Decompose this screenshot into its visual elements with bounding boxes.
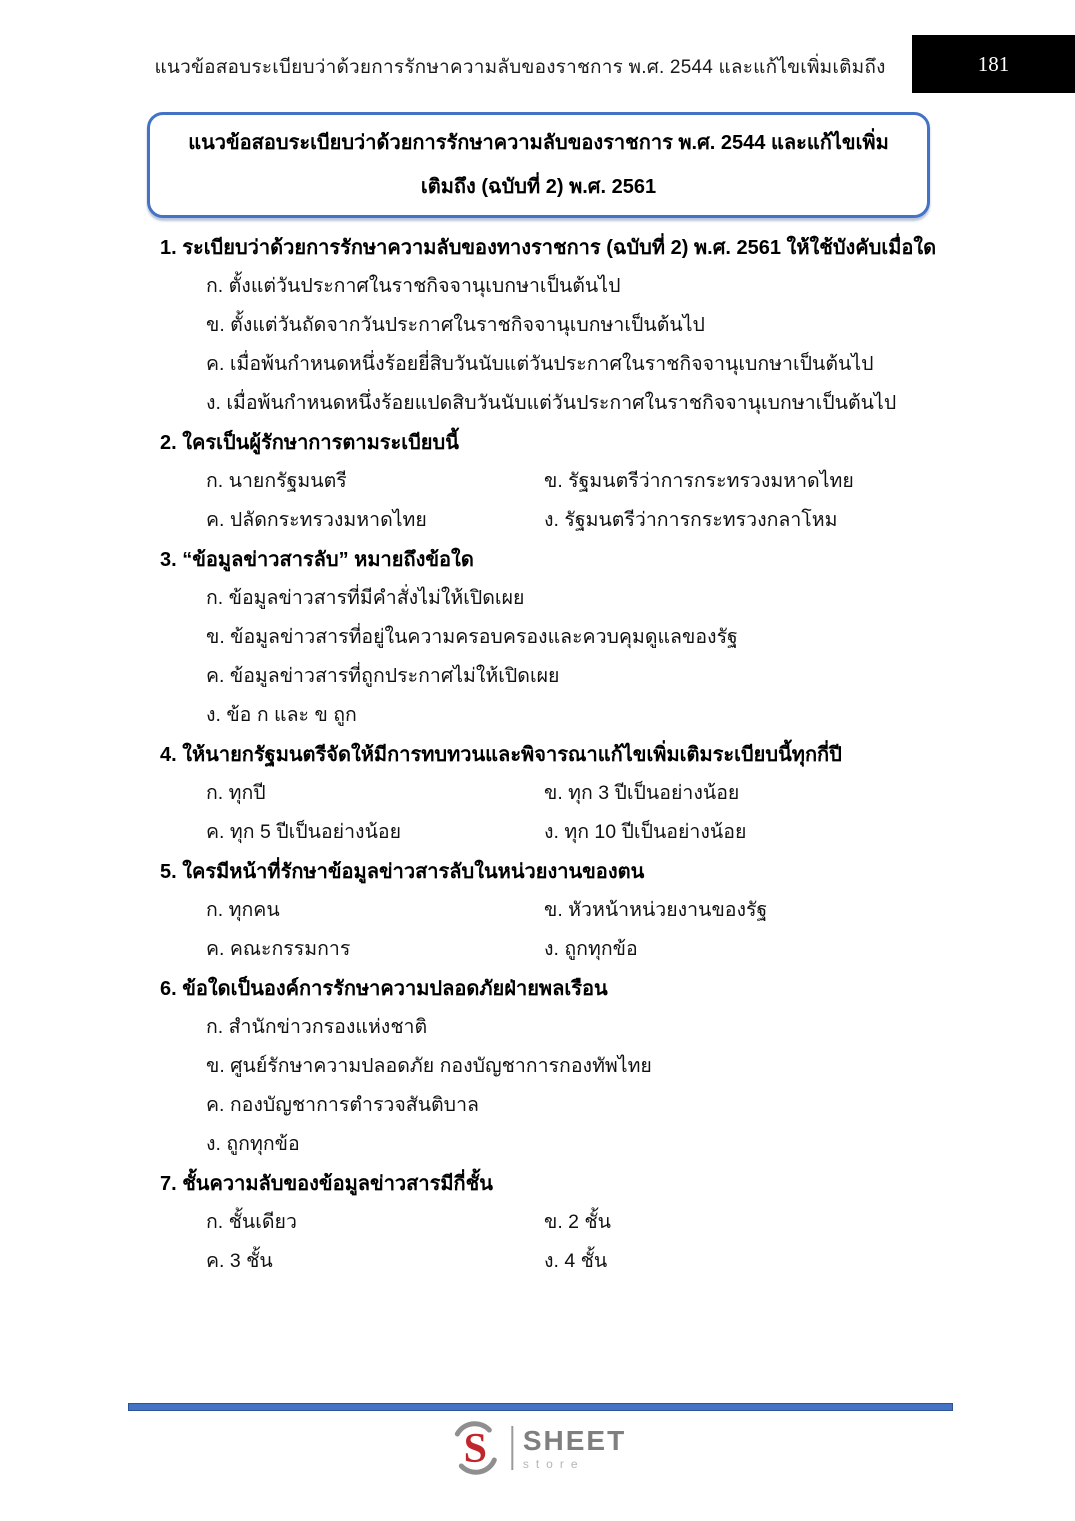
answer-option: ข. หัวหน้าหน่วยงานของรัฐ [544, 899, 768, 921]
answer-option: ข. ข้อมูลข่าวสารที่อยู่ในความครอบครองและควบคุมดูแลของรัฐ [206, 626, 738, 648]
question-7 [160, 1166, 987, 1281]
questions-list [160, 230, 987, 1283]
question-2 [160, 425, 987, 540]
answer-option: ง. 4 ชั้น [544, 1250, 608, 1272]
answer-option: ง. ถูกทุกข้อ [544, 938, 638, 960]
logo-subtitle: store [522, 1456, 585, 1471]
question-4 [160, 737, 987, 852]
answer-option: ข. รัฐมนตรีว่าการกระทรวงมหาดไทย [544, 470, 854, 492]
question-title: 1. ระเบียบว่าด้วยการรักษาความลับของทางราชการ (ฉบับที่ 2) พ.ศ. 2561 ให้ใช้บังคับเมื่อใด [160, 237, 937, 259]
question-5 [160, 854, 987, 969]
answer-option: ง. เมื่อพ้นกำหนดหนึ่งร้อยแปดสิบวันนับแต่วันประกาศในราชกิจจานุเบกษาเป็นต้นไป [206, 392, 897, 414]
question-title: 4. ให้นายกรัฐมนตรีจัดให้มีการทบทวนและพิจารณาแก้ไขเพิ่มเติมระเบียบนี้ทุกกี่ปี [160, 744, 842, 766]
answer-option: ค. คณะกรรมการ [206, 938, 351, 960]
options [160, 1203, 987, 1281]
question-title: 2. ใครเป็นผู้รักษาการตามระเบียบนี้ [160, 432, 459, 454]
sheet-store-logo-icon [449, 1420, 501, 1476]
answer-option: ข. ทุก 3 ปีเป็นอย่างน้อย [544, 782, 740, 804]
answer-option: ค. ทุก 5 ปีเป็นอย่างน้อย [206, 821, 402, 843]
question-1 [160, 230, 987, 423]
answer-option: ก. ทุกคน [206, 899, 280, 921]
question-title: 3. “ข้อมูลข่าวสารลับ” หมายถึงข้อใด [160, 549, 474, 571]
logo-divider [511, 1426, 513, 1470]
options [160, 891, 987, 969]
answer-option: ง. ข้อ ก และ ข ถูก [206, 704, 357, 726]
options [160, 462, 987, 540]
answer-option: ค. 3 ชั้น [206, 1250, 273, 1272]
answer-option: ก. ทุกปี [206, 782, 266, 804]
logo-title: SHEET [522, 1424, 627, 1456]
answer-option: ง. ทุก 10 ปีเป็นอย่างน้อย [544, 821, 747, 843]
answer-option: ค. ปลัดกระทรวงมหาดไทย [206, 509, 427, 531]
question-title: 5. ใครมีหน้าที่รักษาข้อมูลข่าวสารลับในหน่วยงานของตน [160, 861, 645, 883]
answer-option: ก. ชั้นเดียว [206, 1211, 297, 1233]
options [160, 1008, 987, 1164]
svg-text:S: S [463, 1426, 487, 1472]
answer-option: ง. รัฐมนตรีว่าการกระทรวงกลาโหม [544, 509, 838, 531]
page-number: 181 [977, 51, 1010, 76]
options [160, 579, 987, 735]
options [160, 774, 987, 852]
footer-divider-bar [128, 1403, 953, 1411]
document-title: แนวข้อสอบระเบียบว่าด้วยการรักษาความลับของราชการ พ.ศ. 2544 และแก้ไขเพิ่มเติมถึง (ฉบับที่ 2) พ.ศ. 2561 [188, 132, 889, 198]
options [160, 267, 987, 423]
answer-option: ข. ศูนย์รักษาความปลอดภัย กองบัญชาการกองทัพไทย [206, 1055, 652, 1077]
question-3 [160, 542, 987, 735]
answer-option: ค. กองบัญชาการตำรวจสันติบาล [206, 1094, 479, 1116]
answer-option: ง. ถูกทุกข้อ [206, 1133, 300, 1155]
page-header-title: แนวข้อสอบระเบียบว่าด้วยการรักษาความลับของราชการ พ.ศ. 2544 และแก้ไขเพิ่มเติมถึง [154, 57, 886, 78]
question-title: 6. ข้อใดเป็นองค์การรักษาความปลอดภัยฝ่ายพลเรือน [160, 978, 608, 1000]
answer-option: ก. สำนักข่าวกรองแห่งชาติ [206, 1016, 428, 1038]
answer-option: ก. ตั้งแต่วันประกาศในราชกิจจานุเบกษาเป็นต้นไป [206, 275, 621, 297]
logo-swirl-icon [449, 1420, 501, 1476]
answer-option: ก. นายกรัฐมนตรี [206, 470, 347, 492]
document-title-box [147, 112, 930, 218]
answer-option: ข. ตั้งแต่วันถัดจากวันประกาศในราชกิจจานุเบกษาเป็นต้นไป [206, 314, 705, 336]
page-number-badge [912, 35, 1075, 93]
answer-option: ข. 2 ชั้น [544, 1211, 611, 1233]
sheet-store-logo [449, 1420, 626, 1476]
answer-option: ค. ข้อมูลข่าวสารที่ถูกประกาศไม่ให้เปิดเผย [206, 665, 560, 687]
question-6 [160, 971, 987, 1164]
answer-option: ค. เมื่อพ้นกำหนดหนึ่งร้อยยี่สิบวันนับแต่วันประกาศในราชกิจจานุเบกษาเป็นต้นไป [206, 353, 874, 375]
question-title: 7. ชั้นความลับของข้อมูลข่าวสารมีกี่ชั้น [160, 1173, 493, 1195]
answer-option: ก. ข้อมูลข่าวสารที่มีคำสั่งไม่ให้เปิดเผย [206, 587, 525, 609]
logo-text [522, 1424, 627, 1471]
